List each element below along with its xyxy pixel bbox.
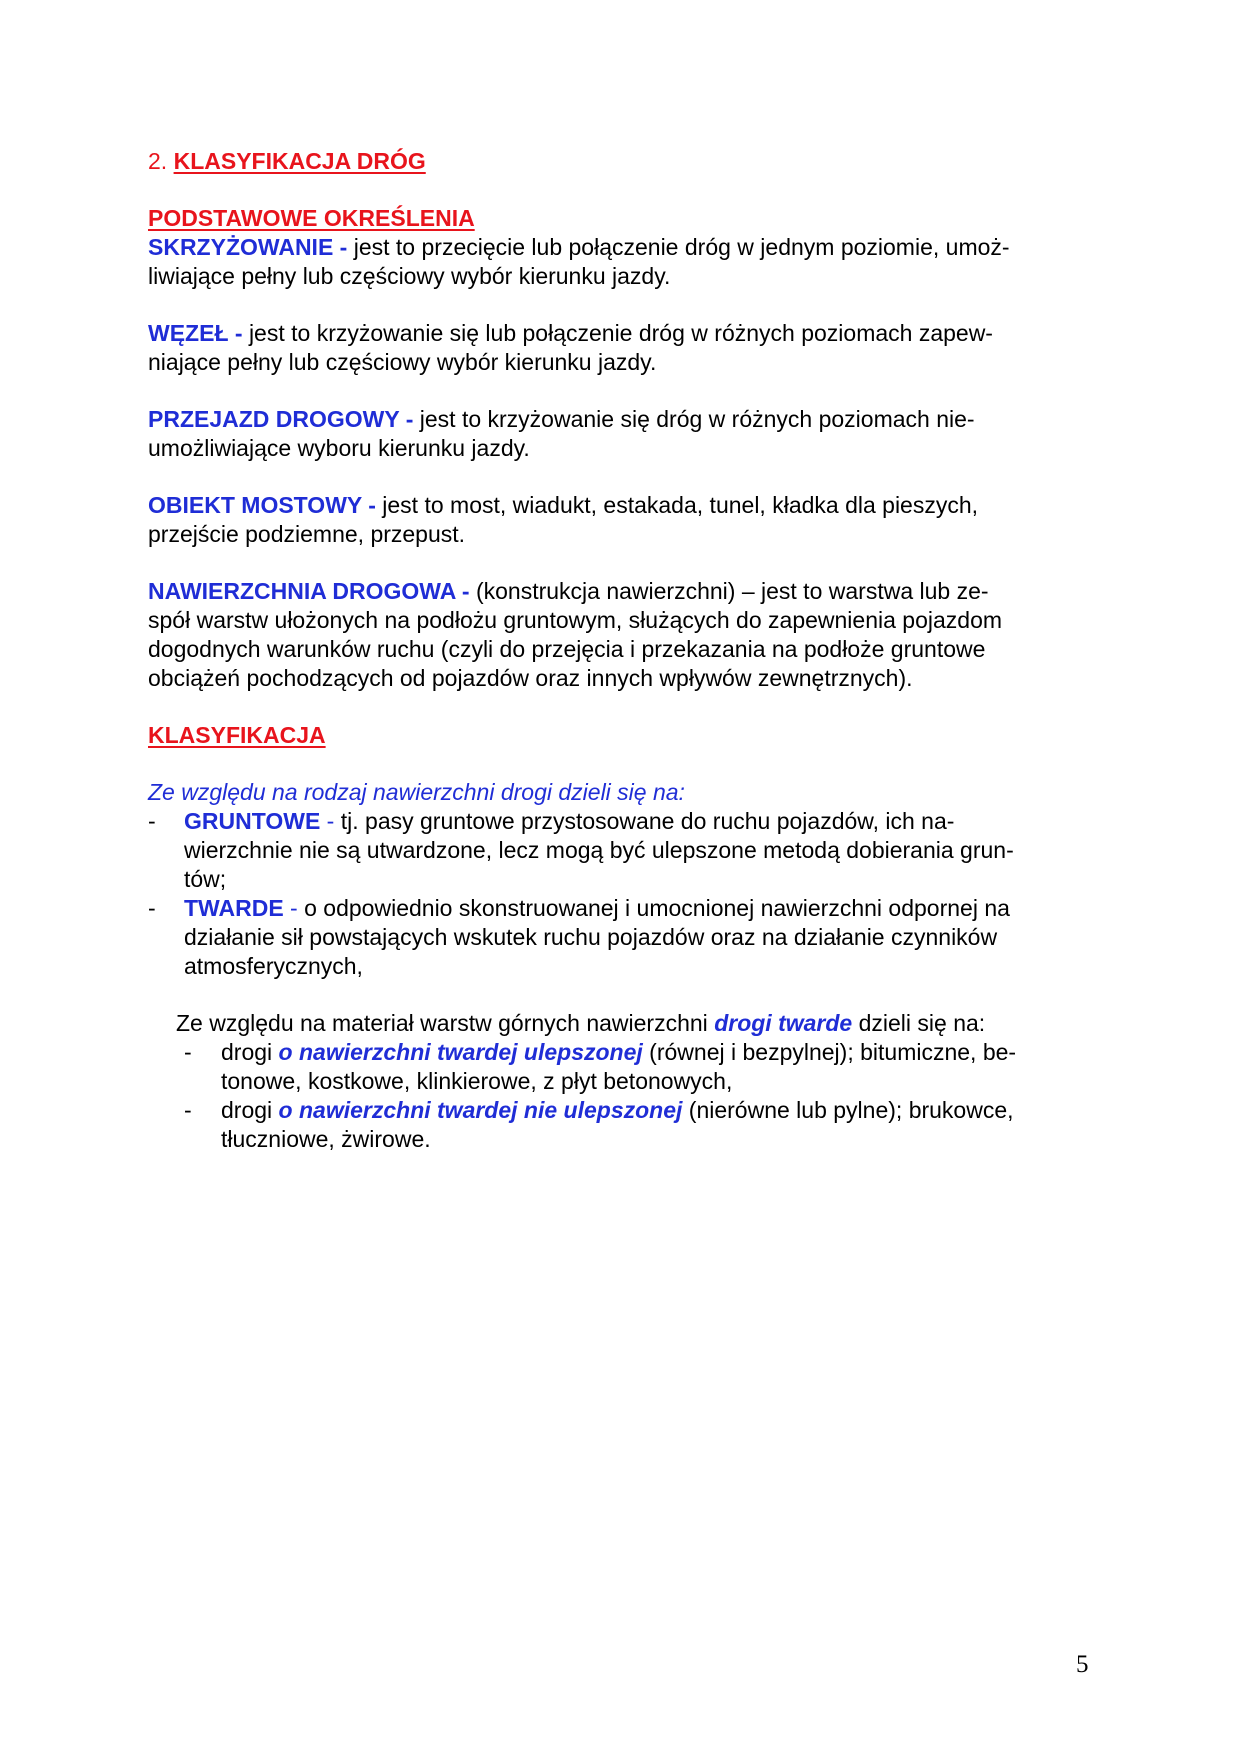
definition-text: jest to most, wiadukt, estakada, tunel, kładka dla pieszych,: [382, 492, 979, 518]
sub-item-text-line: tonowe, kostkowe, klinkierowe, z płyt betonowych,: [221, 1068, 733, 1094]
definition-text: jest to przecięcie lub połączenie dróg w jednym poziomie, umoż-: [353, 234, 1010, 260]
sub-item-emphasis: o nawierzchni twardej ulepszonej: [278, 1039, 643, 1065]
classification-text-line: atmosferycznych,: [184, 953, 363, 979]
bullet-marker: -: [184, 1039, 192, 1065]
classification-text: o odpowiednio skonstruowanej i umocnionej nawierzchni odpornej na: [304, 895, 1010, 921]
definition-text-line: liwiające pełny lub częściowy wybór kierunku jazdy.: [148, 263, 671, 289]
definition-term: WĘZEŁ -: [148, 320, 243, 346]
classification-term: TWARDE: [184, 895, 284, 921]
definition-text: jest to krzyżowanie się dróg w różnych poziomach nie-: [419, 406, 975, 432]
classification-intro: Ze względu na rodzaj nawierzchni drogi dzieli się na:: [148, 779, 685, 805]
definition-text-line: spół warstw ułożonych na podłożu gruntowym, służących do zapewnienia pojazdom: [148, 607, 1003, 633]
sub-item-prefix: drogi: [221, 1097, 279, 1123]
sub-item-rest: (równej i bezpylnej); bitumiczne, be-: [642, 1039, 1017, 1065]
definition-skrzyzowanie: [148, 233, 1010, 262]
definition-text-line: obciążeń pochodzących od pojazdów oraz innych wpływów zewnętrznych).: [148, 665, 913, 691]
definition-wezel: [148, 319, 993, 348]
definition-text: jest to krzyżowanie się lub połączenie dróg w różnych poziomach zapew-: [248, 320, 993, 346]
definition-text-line: dogodnych warunków ruchu (czyli do przejęcia i przekazania na podłoże gruntowe: [148, 636, 986, 662]
definition-term: SKRZYŻOWANIE -: [148, 234, 348, 260]
sub-intro-text: dzieli się na:: [852, 1010, 986, 1036]
definition-przejazd-drogowy: [148, 405, 975, 434]
definition-text-line: przejście podziemne, przepust.: [148, 521, 466, 547]
definition-obiekt-mostowy: [148, 491, 978, 520]
classification-text: tj. pasy gruntowe przystosowane do ruchu pojazdów, ich na-: [340, 808, 955, 834]
definition-text-line: niające pełny lub częściowy wybór kierunku jazdy.: [148, 349, 657, 375]
definition-text-line: umożliwiające wyboru kierunku jazdy.: [148, 435, 530, 461]
definition-term: PRZEJAZD DROGOWY -: [148, 406, 414, 432]
section-number: 2.: [148, 148, 174, 174]
definition-term: NAWIERZCHNIA DROGOWA -: [148, 578, 470, 604]
section-title: [148, 147, 426, 176]
sub-intro-text: Ze względu na materiał warstw górnych nawierzchni: [176, 1010, 715, 1036]
bullet-marker: -: [148, 895, 156, 921]
sub-item-rest: (nierówne lub pylne); brukowce,: [682, 1097, 1014, 1123]
bullet-marker: -: [184, 1097, 192, 1123]
page-number: 5: [1076, 1651, 1089, 1678]
classification-term: GRUNTOWE: [184, 808, 321, 834]
bullet-marker: -: [148, 808, 156, 834]
sub-intro-emphasis: drogi twarde: [714, 1010, 853, 1036]
basic-terms-heading: PODSTAWOWE OKREŚLENIA: [148, 205, 475, 231]
sub-item-nie-ulepszonej: [221, 1096, 1014, 1125]
definition-nawierzchnia-drogowa: [148, 577, 989, 606]
definition-term: OBIEKT MOSTOWY -: [148, 492, 376, 518]
term-dash: -: [320, 808, 341, 834]
classification-item-gruntowe: [184, 807, 954, 836]
classification-text-line: działanie sił powstających wskutek ruchu pojazdów oraz na działanie czynników: [184, 924, 998, 950]
sub-item-text-line: tłuczniowe, żwirowe.: [221, 1126, 431, 1152]
section-title-text: KLASYFIKACJA DRÓG: [173, 148, 426, 174]
sub-item-emphasis: o nawierzchni twardej nie ulepszonej: [278, 1097, 683, 1123]
classification-item-twarde: [184, 894, 1010, 923]
classification-heading: KLASYFIKACJA: [148, 722, 326, 748]
sub-item-prefix: drogi: [221, 1039, 279, 1065]
term-dash: -: [283, 895, 305, 921]
definition-text: (konstrukcja nawierzchni) – jest to warstwa lub ze-: [475, 578, 989, 604]
classification-text-line: wierzchnie nie są utwardzone, lecz mogą być ulepszone metodą dobierania grun-: [184, 837, 1014, 863]
classification-text-line: tów;: [184, 866, 227, 892]
sub-item-ulepszonej: [221, 1038, 1016, 1067]
sub-classification-intro: [176, 1009, 985, 1038]
